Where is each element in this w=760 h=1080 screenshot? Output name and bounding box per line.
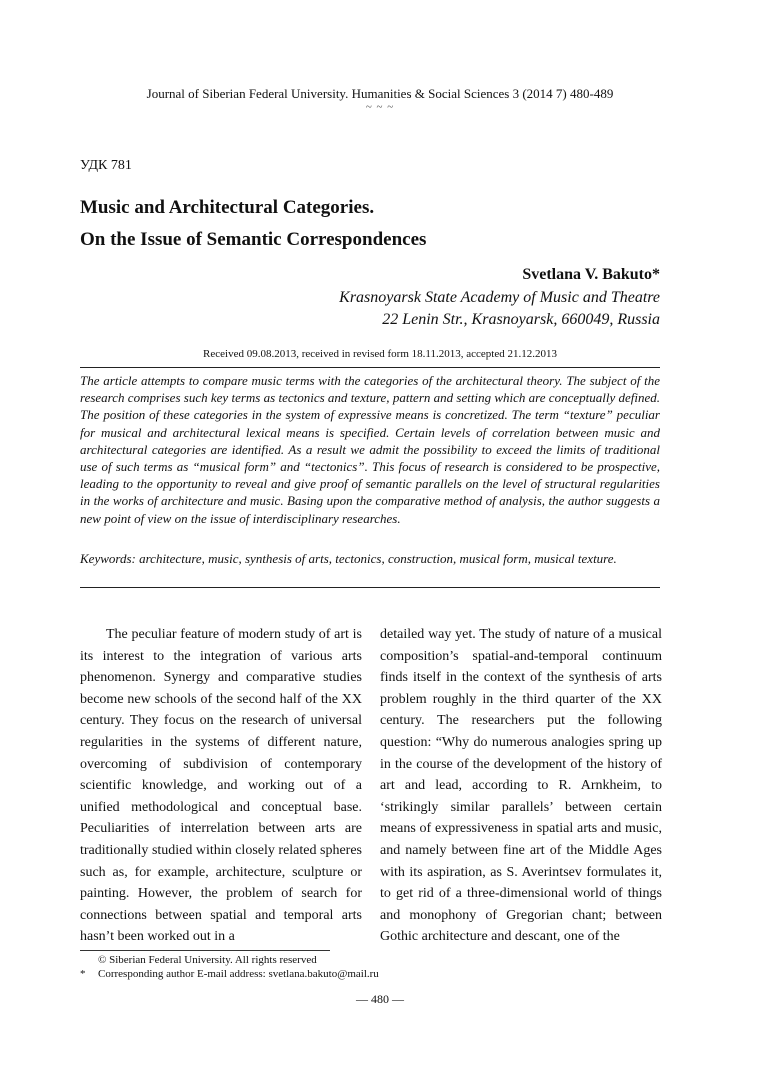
- author-name: Svetlana V. Bakuto*: [522, 266, 660, 283]
- abstract-top-rule: [80, 367, 660, 368]
- footnote-email: Corresponding author E-mail address: svetlana.bakuto@mail.ru: [98, 968, 379, 980]
- keywords: Keywords: architecture, music, synthesis of arts, tectonics, construction, musical form, musical texture.: [80, 551, 617, 566]
- abstract-bottom-rule: [80, 587, 660, 588]
- page-number: — 480 —: [356, 992, 404, 1006]
- journal-header: Journal of Siberian Federal University. Humanities & Social Sciences 3 (2014 7) 480-489: [146, 86, 614, 101]
- body-paragraph: The peculiar feature of modern study of art is its interest to the integration of various arts phenomenon. Synergy and comparative studies become new schools of the second half of the XX century. They focus on the research of universal regularities in the systems of different nature, overcoming of subdivision of contemporary scientific knowledge, and working out of a unified methodological and conceptual base. Peculiarities of interrelation between arts are traditionally studied within closely related spheres such as, for example, architecture, sculpture or painting. However, the problem of search for connections between spatial and temporal arts hasn’t been worked out in a: [80, 627, 362, 945]
- received-dates: Received 09.08.2013, received in revised form 18.11.2013, accepted 21.12.2013: [203, 348, 557, 360]
- footnote-marker: *: [80, 968, 86, 980]
- affiliation-line-1: Krasnoyarsk State Academy of Music and Theatre: [339, 289, 660, 306]
- header-ornament: ~ ~ ~: [365, 101, 395, 113]
- footnote-rule: [80, 950, 330, 951]
- abstract: The article attempts to compare music terms with the categories of the architectural theory. The subject of the research comprises such key terms as tectonics and texture, pattern and setting which are conceptually defined. The position of these categories in the system of expressive means is concretized. The term “texture” peculiar for musical and architectural lexical means is specified. Certain levels of correlation between music and architectural categories are identified. As a result we admit the possibility to exceed the limits of traditional use of such terms as “musical form” and “tectonics”. This focus of research is considered to be prospective, leading to the opportunity to reveal and give proof of semantic parallels on the level of structural regularities in the works of architecture and music. Basing upon the comparative method of analysis, the author suggests a new point of view on the issue of interdisciplinary researches.: [80, 373, 660, 526]
- article-title: [80, 192, 680, 256]
- body-paragraph: detailed way yet. The study of nature of a musical composition’s spatial-and-temporal continuum finds itself in the context of the synthesis of arts problem roughly in the third quarter of the XX century. The researchers put the following question: “Why do numerous analogies spring up in the course of the development of the history of art and lead, according to R. Arnkheim, to ‘strikingly similar parallels’ between certain means of expressiveness in spatial arts and music, and namely between fine art of the Middle Ages with its aspiration, as S. Averintsev formulates it, to get rid of a three-dimensional world of things and monophony of Gregorian chant; between Gothic architecture and descant, one of the: [380, 627, 662, 945]
- udk-code: УДК 781: [80, 158, 132, 173]
- footnote-corresponding: [80, 968, 379, 980]
- affiliation-line-2: 22 Lenin Str., Krasnoyarsk, 660049, Russia: [382, 311, 660, 328]
- title-line-2: On the Issue of Semantic Correspondences: [80, 229, 427, 250]
- affiliation: [339, 287, 660, 331]
- footnote-copyright: © Siberian Federal University. All rights reserved: [98, 954, 317, 966]
- body-column-right: [380, 624, 662, 948]
- body-column-left: [80, 624, 362, 948]
- title-line-1: Music and Architectural Categories.: [80, 197, 375, 218]
